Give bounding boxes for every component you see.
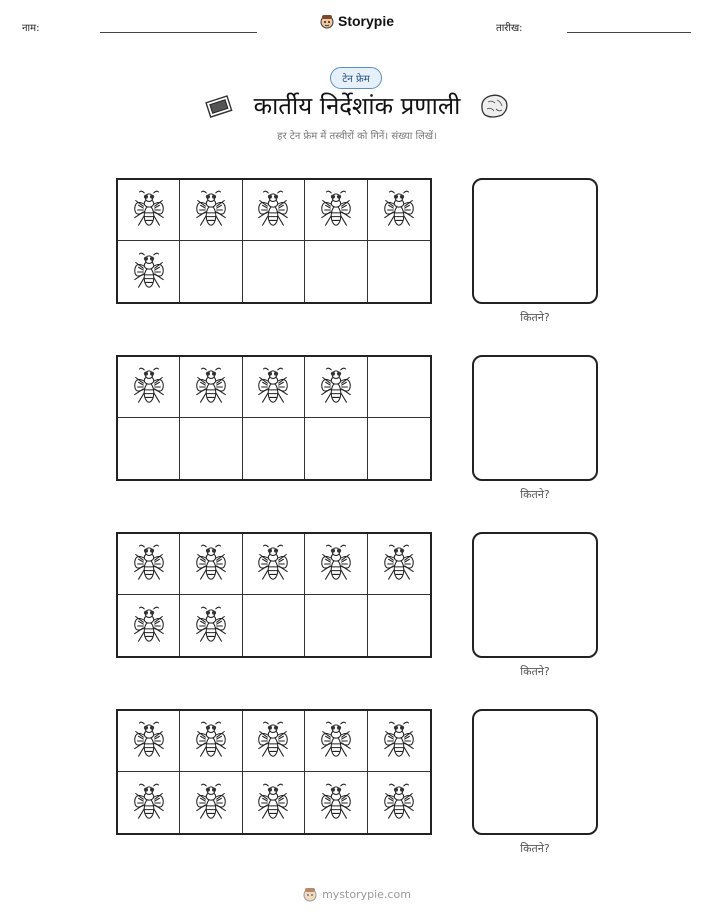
fly-icon xyxy=(130,251,168,293)
frame-cell xyxy=(305,711,367,772)
footer-url: mystorypie.com xyxy=(322,887,411,901)
question-label: कितने? xyxy=(520,311,550,324)
frame-cell xyxy=(305,180,367,241)
mascot-icon xyxy=(303,886,317,902)
fly-icon xyxy=(317,543,355,585)
frame-cell xyxy=(368,357,430,418)
fly-icon xyxy=(130,543,168,585)
frame-cell xyxy=(368,534,430,595)
fly-icon xyxy=(130,605,168,647)
fly-icon xyxy=(380,720,418,762)
frame-cell xyxy=(180,534,242,595)
date-label: तारीख: xyxy=(496,23,523,34)
fly-icon xyxy=(254,720,292,762)
answer-box[interactable] xyxy=(472,178,598,304)
frame-cell xyxy=(305,418,367,479)
frame-cell xyxy=(118,534,180,595)
name-label: नाम: xyxy=(22,23,40,34)
frame-cell xyxy=(305,241,367,302)
frame-cell xyxy=(368,595,430,656)
frame-cell xyxy=(118,241,180,302)
ten-frame xyxy=(116,532,432,658)
frame-cell xyxy=(368,418,430,479)
fly-icon xyxy=(192,366,230,408)
answer-box[interactable] xyxy=(472,355,598,481)
frame-cell xyxy=(305,534,367,595)
fly-icon xyxy=(317,720,355,762)
frame-cell xyxy=(180,418,242,479)
frame-cell xyxy=(305,357,367,418)
frame-cell xyxy=(118,711,180,772)
fly-icon xyxy=(192,189,230,231)
frame-cell xyxy=(368,772,430,833)
frame-cell xyxy=(118,418,180,479)
fly-icon xyxy=(192,543,230,585)
fly-icon xyxy=(317,189,355,231)
frame-cell xyxy=(118,357,180,418)
fly-icon xyxy=(317,782,355,824)
frame-cell xyxy=(180,711,242,772)
fly-icon xyxy=(130,720,168,762)
frame-cell xyxy=(243,772,305,833)
frame-cell xyxy=(368,180,430,241)
frame-cell xyxy=(180,180,242,241)
fly-icon xyxy=(192,782,230,824)
topic-badge: टेन फ्रेम xyxy=(330,67,382,89)
fly-icon xyxy=(254,366,292,408)
question-label: कितने? xyxy=(520,488,550,501)
fly-icon xyxy=(380,782,418,824)
footer xyxy=(0,886,714,902)
fly-icon xyxy=(254,782,292,824)
instructions: हर टेन फ्रेम में तस्वीरों को गिनें। संख्या लिखें। xyxy=(277,131,437,142)
name-line[interactable] xyxy=(100,32,257,33)
fly-icon xyxy=(380,189,418,231)
answer-box[interactable] xyxy=(472,709,598,835)
question-label: कितने? xyxy=(520,842,550,855)
fly-icon xyxy=(192,605,230,647)
question-label: कितने? xyxy=(520,665,550,678)
frame-cell xyxy=(243,241,305,302)
fly-icon xyxy=(254,189,292,231)
page-title: कार्तीय निर्देशांक प्रणाली xyxy=(253,92,461,120)
frame-cell xyxy=(243,595,305,656)
frame-cell xyxy=(368,711,430,772)
frame-cell xyxy=(118,180,180,241)
frame-cell xyxy=(180,357,242,418)
frame-cell xyxy=(243,357,305,418)
frame-cell xyxy=(243,180,305,241)
frame-cell xyxy=(243,418,305,479)
fly-icon xyxy=(192,720,230,762)
frame-cell xyxy=(118,772,180,833)
answer-box[interactable] xyxy=(472,532,598,658)
frame-cell xyxy=(180,241,242,302)
ten-frame xyxy=(116,178,432,304)
frame-cell xyxy=(180,772,242,833)
frame-cell xyxy=(243,534,305,595)
fly-icon xyxy=(130,782,168,824)
frame-cell xyxy=(243,711,305,772)
date-line[interactable] xyxy=(567,32,691,33)
rock-icon xyxy=(478,92,510,120)
fly-icon xyxy=(254,543,292,585)
frame-cell xyxy=(305,772,367,833)
mascot-icon xyxy=(320,13,334,29)
fly-icon xyxy=(380,543,418,585)
fly-icon xyxy=(130,366,168,408)
fly-icon xyxy=(130,189,168,231)
brand-logo xyxy=(0,13,714,29)
frame-cell xyxy=(305,595,367,656)
fly-icon xyxy=(317,366,355,408)
frame-cell xyxy=(118,595,180,656)
ten-frame xyxy=(116,355,432,481)
frame-cell xyxy=(368,241,430,302)
ten-frame xyxy=(116,709,432,835)
brand-name: Storypie xyxy=(337,13,394,29)
frame-cell xyxy=(180,595,242,656)
